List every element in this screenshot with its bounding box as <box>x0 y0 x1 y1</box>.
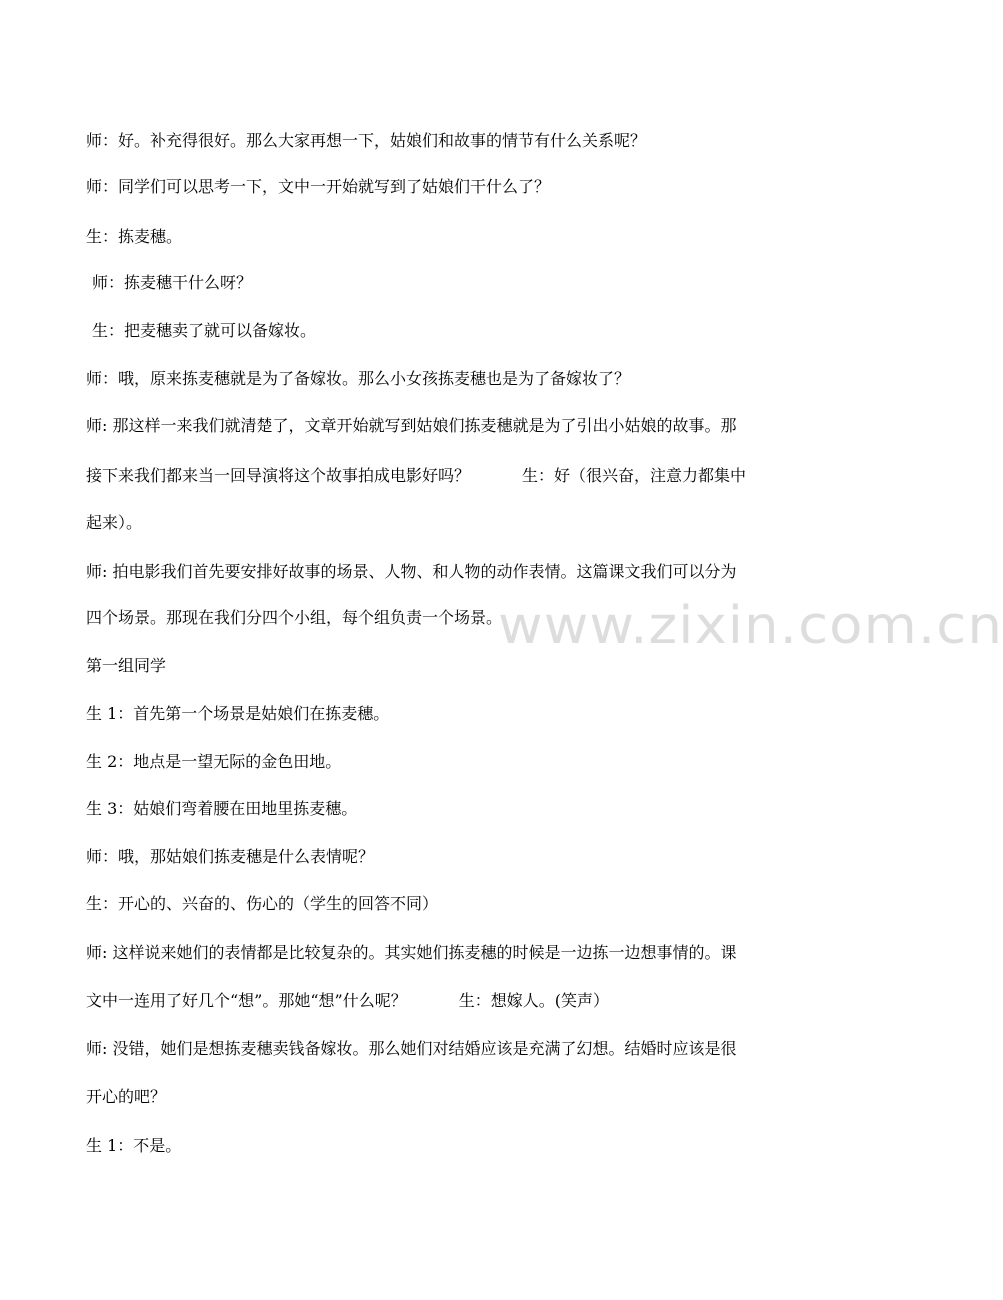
text-line: 开心的吧？ <box>86 1087 167 1106</box>
text-segment: 生：好（很兴奋，注意力都集中 <box>522 466 747 485</box>
text-line: 起来）。 <box>86 513 143 532</box>
text-segment: 接下来我们都来当一回导演将这个故事拍成电影好吗？ <box>86 466 471 485</box>
text-line: 师：同学们可以思考一下，文中一开始就写到了姑娘们干什么了？ <box>86 177 551 196</box>
text-line: 师：哦，那姑娘们拣麦穗是什么表情呢？ <box>86 847 375 866</box>
text-line: 师：拣麦穗干什么呀？ <box>92 273 253 292</box>
text-segment: 文中一连用了好几个“想”。那她“想”什么呢？ <box>86 991 407 1010</box>
text-line: 第一组同学 <box>86 656 167 675</box>
text-line: 师: 没错，她们是想拣麦穗卖钱备嫁妆。那么她们对结婚应该是充满了幻想。结婚时应该是很 <box>86 1039 737 1058</box>
text-line: 师：哦，原来拣麦穗就是为了备嫁妆。那么小女孩拣麦穗也是为了备嫁妆了？ <box>86 369 631 388</box>
watermark: www.zixin.com.cn <box>498 596 1003 656</box>
text-line: 生 2：地点是一望无际的金色田地。 <box>86 752 342 771</box>
text-line: 师: 这样说来她们的表情都是比较复杂的。其实她们拣麦穗的时候是一边拣一边想事情的。课 <box>86 943 737 962</box>
text-line <box>86 466 846 486</box>
text-line: 生 1：首先第一个场景是姑娘们在拣麦穗。 <box>86 704 390 723</box>
text-segment: 生：想嫁人。(笑声） <box>458 991 609 1010</box>
text-line: 生：把麦穗卖了就可以备嫁妆。 <box>92 321 317 340</box>
text-line: 生：开心的、兴奋的、伤心的（学生的回答不同） <box>86 894 439 913</box>
text-line: 四个场景。那现在我们分四个小组，每个组负责一个场景。 <box>86 608 503 627</box>
text-line: 师: 那这样一来我们就清楚了，文章开始就写到姑娘们拣麦穗就是为了引出小姑娘的故事。那 <box>86 416 737 435</box>
text-line: 生 3：姑娘们弯着腰在田地里拣麦穗。 <box>86 799 358 818</box>
text-line: 生：拣麦穗。 <box>86 227 183 246</box>
text-line: 师: 拍电影我们首先要安排好故事的场景、人物、和人物的动作表情。这篇课文我们可以分为 <box>86 562 737 581</box>
text-line: 师：好。补充得很好。那么大家再想一下，姑娘们和故事的情节有什么关系呢？ <box>86 131 647 150</box>
text-line: 生 1：不是。 <box>86 1136 182 1155</box>
text-line <box>86 991 846 1011</box>
